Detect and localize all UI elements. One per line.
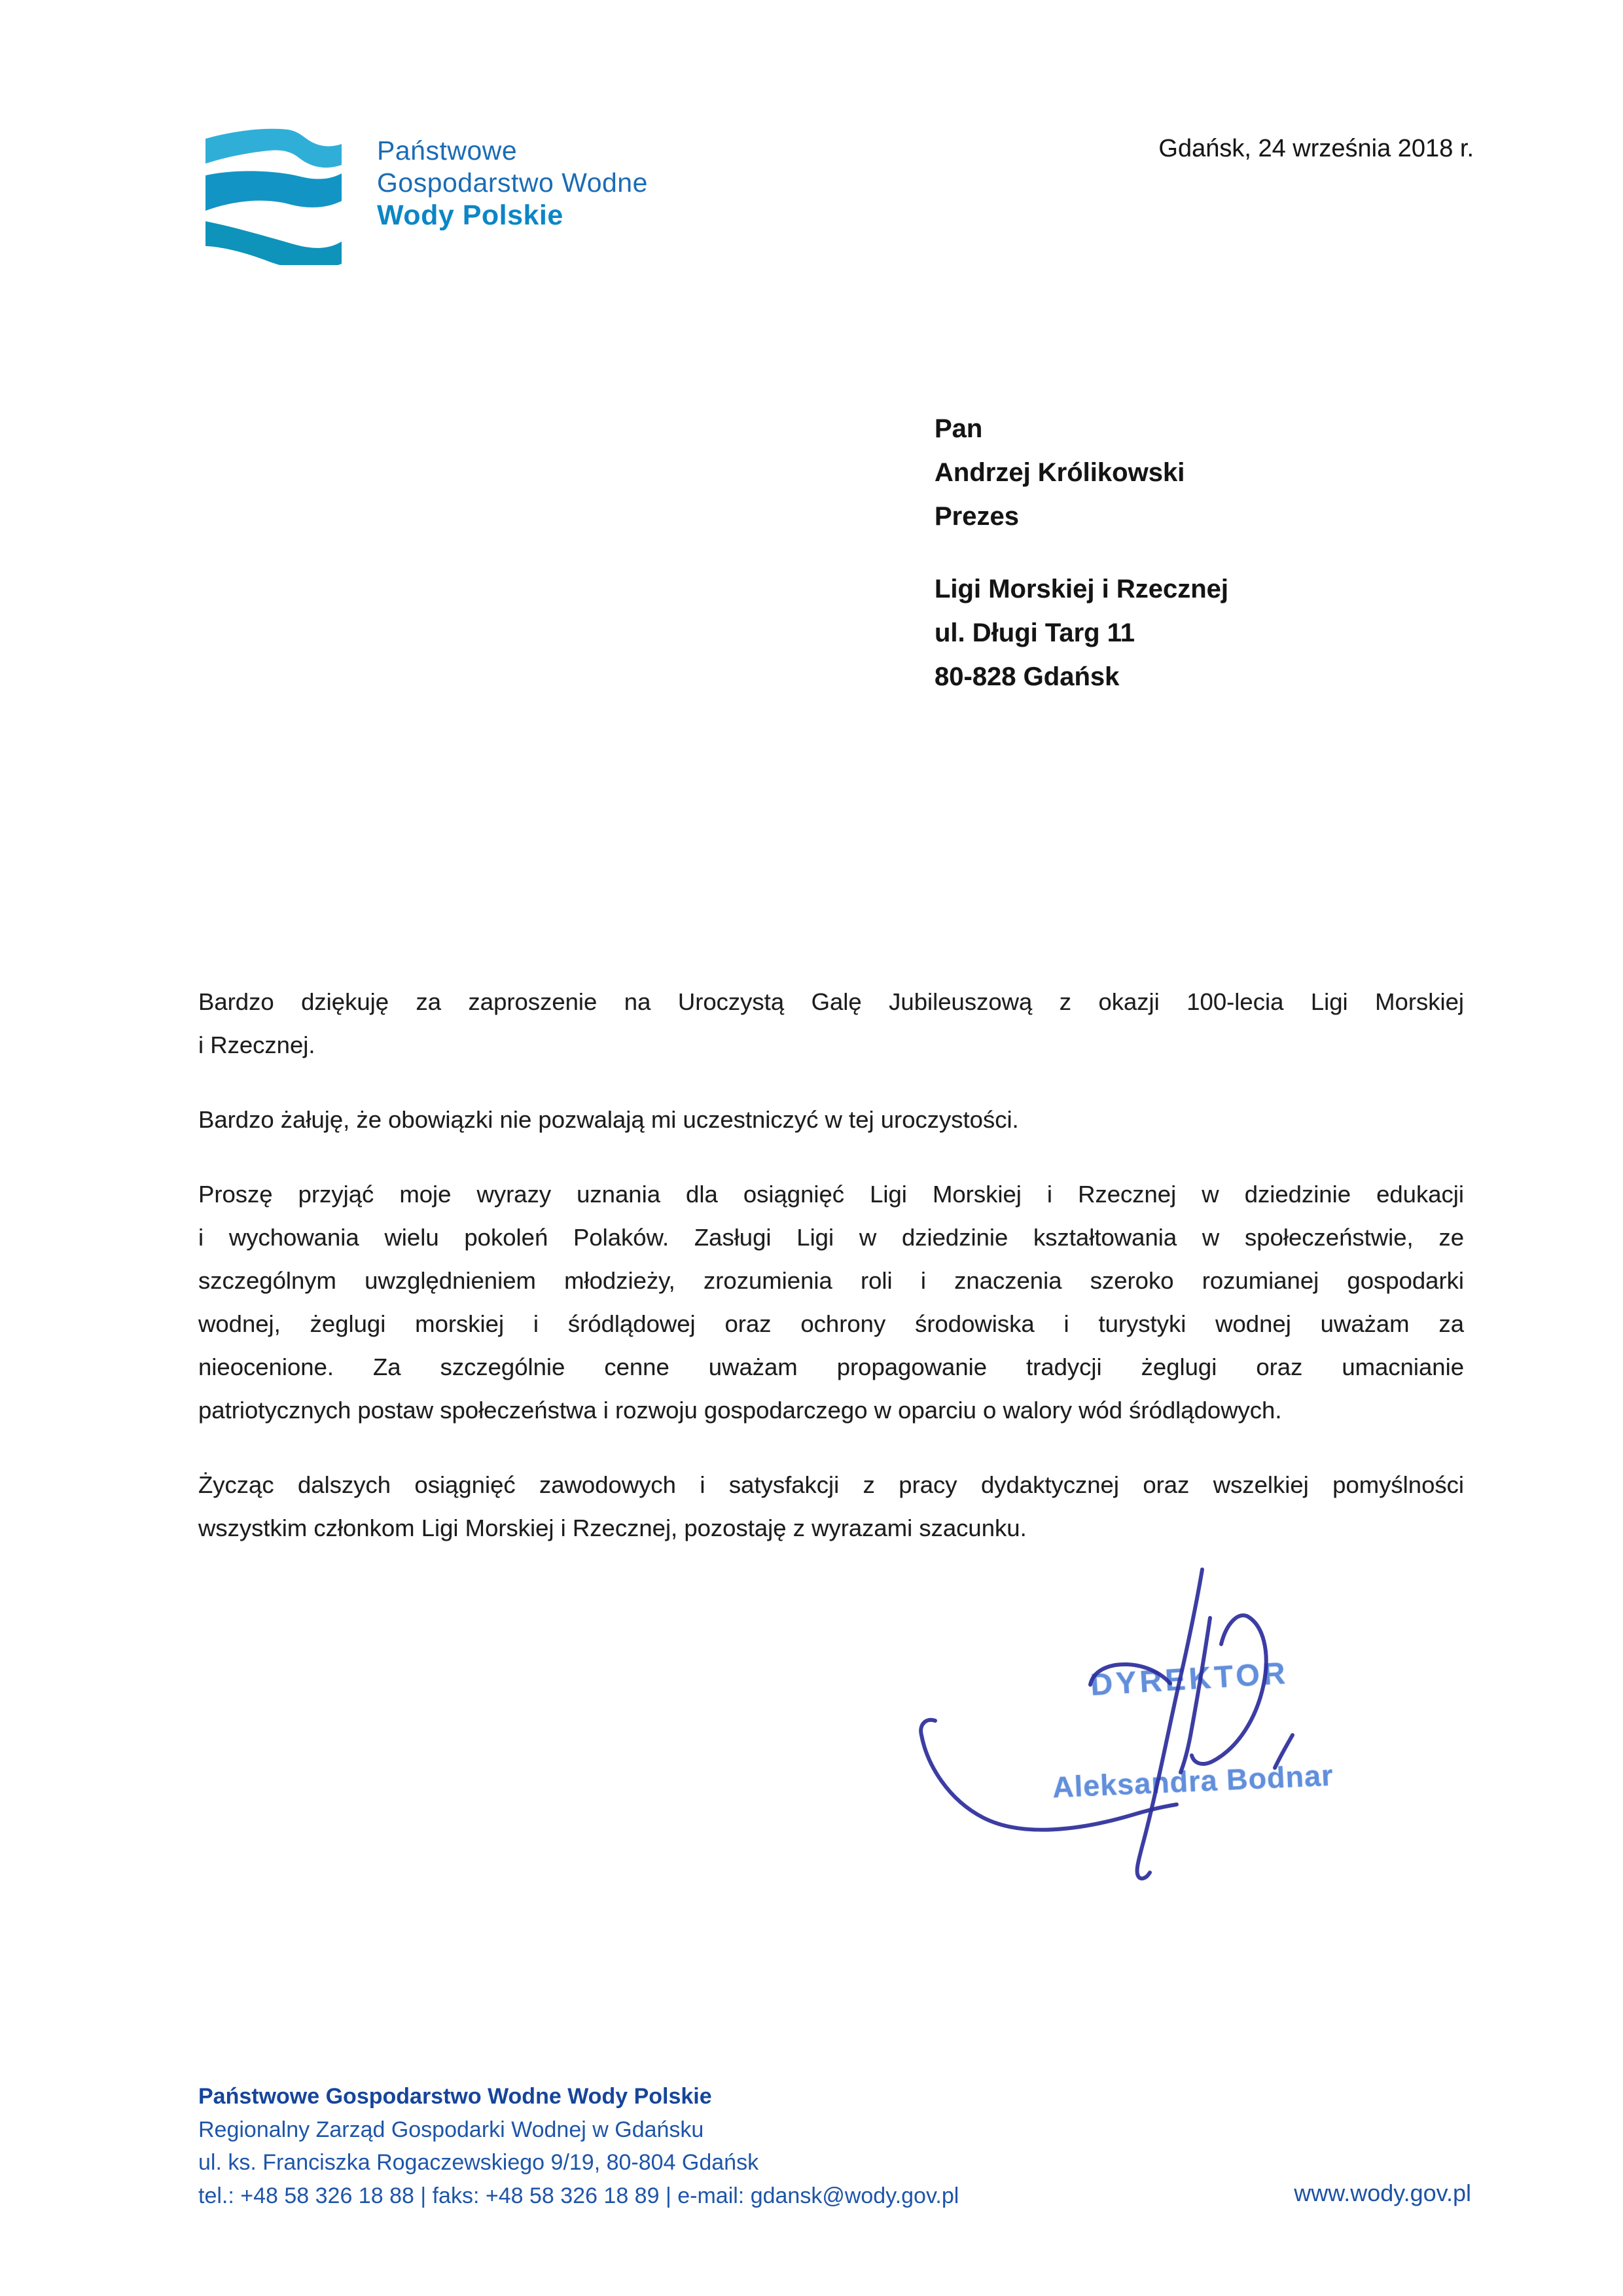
paragraph [198, 1098, 1464, 1141]
director-stamp-title: DYREKTOR [1089, 1655, 1290, 1702]
body-line: szczególnym uwzględnieniem młodzieży, zrozumienia roli i znaczenia szeroko rozumianej gospodarki [198, 1267, 1464, 1294]
body-line: Proszę przyjąć moje wyrazy uznania dla osiągnięć Ligi Morskiej i Rzecznej w dziedzinie edukacji [198, 1181, 1464, 1208]
recipient-name: Andrzej Królikowski [935, 458, 1185, 487]
footer-contact: tel.: +48 58 326 18 88 | faks: +48 58 326 18 89 | e-mail: gdansk@wody.gov.pl [198, 2183, 959, 2208]
recipient-organisation: Ligi Morskiej i Rzecznej [935, 575, 1229, 603]
recipient-city: 80-828 Gdańsk [935, 662, 1120, 691]
org-name-line3: Wody Polskie [377, 200, 563, 231]
letterhead [377, 135, 648, 232]
paragraph [198, 1463, 1464, 1550]
date-line: Gdańsk, 24 września 2018 r. [1158, 135, 1474, 162]
footer-branch-name: Regionalny Zarząd Gospodarki Wodnej w Gdańsku [198, 2117, 704, 2142]
body-line: Bardzo żałuję, że obowiązki nie pozwalają mi uczestniczyć w tej uroczystości. [198, 1106, 1019, 1133]
body-line: Bardzo dziękuję za zaproszenie na Uroczystą Galę Jubileuszową z okazji 100-lecia Ligi Morskiej [198, 988, 1464, 1015]
recipient-salutation: Pan [935, 414, 983, 443]
org-name-line2: Gospodarstwo Wodne [377, 168, 648, 198]
body-line: Życząc dalszych osiągnięć zawodowych i satysfakcji z pracy dydaktycznej oraz wszelkiej pomyślności [198, 1471, 1464, 1498]
recipient-block [935, 407, 1228, 699]
body-line: i wychowania wielu pokoleń Polaków. Zasługi Ligi w dziedzinie kształtowania w społeczeństwie, ze [198, 1224, 1464, 1251]
paragraph [198, 1173, 1464, 1432]
footer-address: ul. ks. Franciszka Rogaczewskiego 9/19, 80-804 Gdańsk [198, 2150, 759, 2175]
footer-website: www.wody.gov.pl [1294, 2179, 1471, 2206]
recipient-street: ul. Długi Targ 11 [935, 619, 1135, 647]
recipient-gap [935, 539, 1228, 567]
body-line: i Rzecznej. [198, 1031, 315, 1058]
footer-block [198, 2080, 959, 2212]
body-line: wszystkim członkom Ligi Morskiej i Rzecznej, pozostaję z wyrazami szacunku. [198, 1515, 1027, 1541]
handwritten-signature-icon [870, 1545, 1394, 1892]
recipient-title: Prezes [935, 502, 1019, 531]
footer-org-name: Państwowe Gospodarstwo Wodne Wody Polskie [198, 2084, 712, 2109]
body-line: patriotycznych postaw społeczeństwa i rozwoju gospodarczego w oparciu o walory wód śródlądowych. [198, 1397, 1282, 1424]
letter-body [198, 980, 1464, 1581]
wody-polskie-logo-icon [196, 124, 350, 265]
body-line: wodnej, żeglugi morskiej i śródlądowej oraz ochrony środowiska i turystyki wodnej uważam za [198, 1310, 1464, 1337]
signer-stamp-name: Aleksandra Bodnar [1052, 1758, 1334, 1804]
paragraph [198, 980, 1464, 1067]
org-name-line1: Państwowe [377, 135, 518, 166]
body-line: nieocenione. Za szczególnie cenne uważam propagowanie tradycji żeglugi oraz umacnianie [198, 1354, 1464, 1380]
